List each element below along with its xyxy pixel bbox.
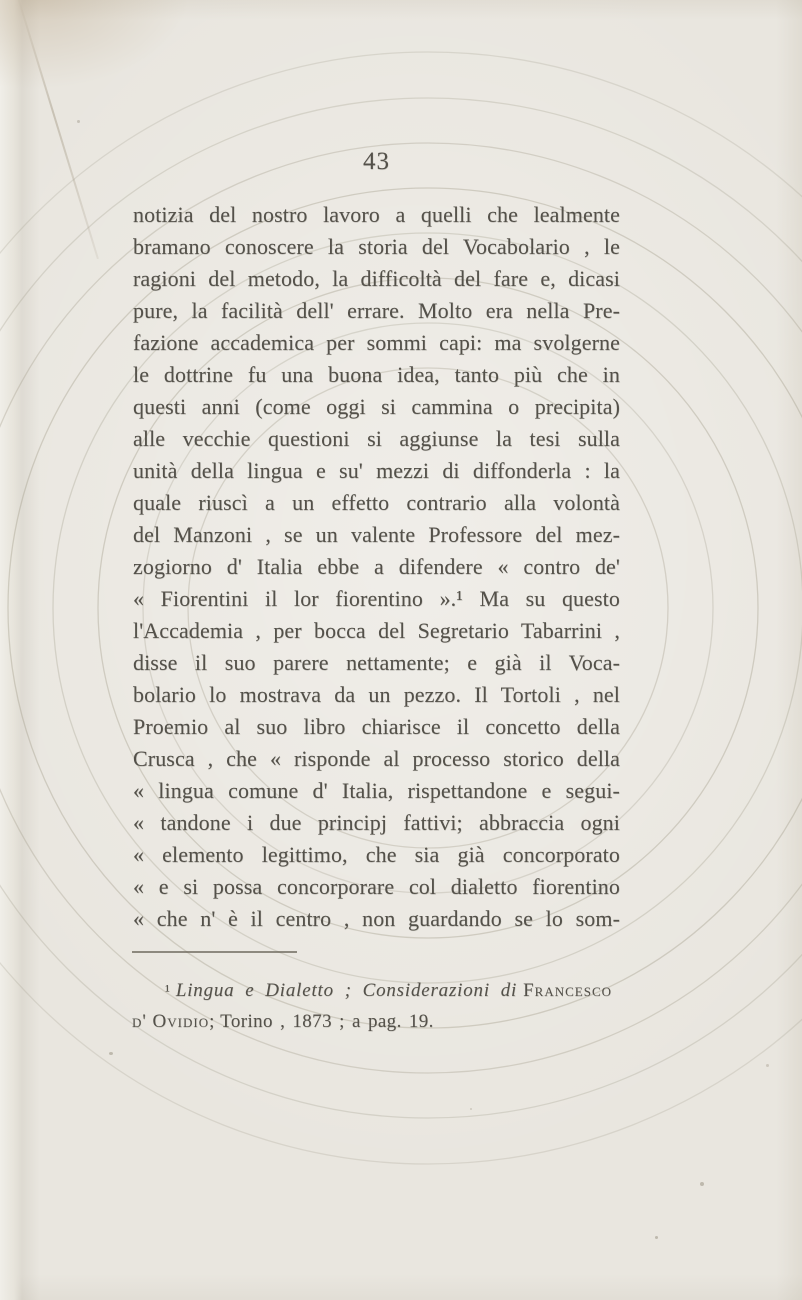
paper-speck <box>77 120 80 123</box>
paper-speck <box>655 1236 658 1239</box>
text-line-12: zogiorno d' Italia ebbe a difendere « contro de' <box>133 554 620 579</box>
text-line-14: l'Accademia , per bocca del Segretario Tabarrini , <box>133 618 620 643</box>
text-line-1: notizia del nostro lavoro a quelli che lealmente <box>133 202 620 227</box>
page-corner-tint <box>0 0 190 90</box>
text-line-23: « che n' è il centro , non guardando se lo som- <box>133 906 620 931</box>
footnote-author-first-name: Francesco <box>523 980 613 1001</box>
paper-speck <box>700 1182 704 1186</box>
footnote-reference-title: Lingua e Dialetto ; Considerazioni di <box>175 980 518 1001</box>
footnote-marker: ¹ <box>165 983 170 1000</box>
footnote-separator-rule <box>132 951 297 953</box>
text-line-8: alle vecchie questioni si aggiunse la tesi sulla <box>133 426 620 451</box>
text-line-21: « elemento legittimo, che sia già concorporato <box>133 842 620 867</box>
paper-speck <box>470 1108 472 1110</box>
paper-speck <box>109 1052 113 1055</box>
text-line-20: « tandone i due principj fattivi; abbraccia ogni <box>133 810 620 835</box>
text-line-7: questi anni (come oggi si cammina o precipita) <box>133 394 620 419</box>
footnote-line-2 <box>132 1007 612 1037</box>
text-line-16: bolario lo mostrava da un pezzo. Il Tortoli , nel <box>133 682 620 707</box>
page-number: 43 <box>363 148 390 175</box>
text-line-4: pure, la facilità dell' errare. Molto era nella Pre- <box>133 298 620 323</box>
text-line-22: « e si possa concorporare col dialetto fiorentino <box>133 874 620 899</box>
text-line-11: del Manzoni , se un valente Professore del mez- <box>133 522 620 547</box>
footnote-publication-info: Torino , 1873 ; a pag. 19. <box>220 1011 434 1032</box>
text-line-13: « Fiorentini il lor fiorentino ».¹ Ma su questo <box>133 586 620 611</box>
text-line-15: disse il suo parere nettamente; e già il Voca- <box>133 650 620 675</box>
footnote-author-last-name: d' Ovidio; <box>132 1011 216 1032</box>
text-line-2: bramano conoscere la storia del Vocabolario , le <box>133 234 620 259</box>
body-text-block <box>133 199 620 935</box>
paper-speck <box>766 1064 769 1067</box>
footnote <box>132 976 612 1037</box>
text-line-5: fazione accademica per sommi capi: ma svolgerne <box>133 330 620 355</box>
text-line-19: « lingua comune d' Italia, rispettandone e segui- <box>133 778 620 803</box>
text-line-10: quale riuscì a un effetto contrario alla volontà <box>133 490 620 515</box>
text-line-9: unità della lingua e su' mezzi di diffonderla : la <box>133 458 620 483</box>
text-line-3: ragioni del metodo, la difficoltà del fare e, dicasi <box>133 266 620 291</box>
page-left-edge <box>0 0 40 1300</box>
text-line-18: Crusca , che « risponde al processo storico della <box>133 746 620 771</box>
text-line-6: le dottrine fu una buona idea, tanto più che in <box>133 362 620 387</box>
page-corner-crease <box>15 0 99 259</box>
footnote-line-1 <box>132 976 612 1007</box>
text-line-17: Proemio al suo libro chiarisce il concetto della <box>133 714 620 739</box>
